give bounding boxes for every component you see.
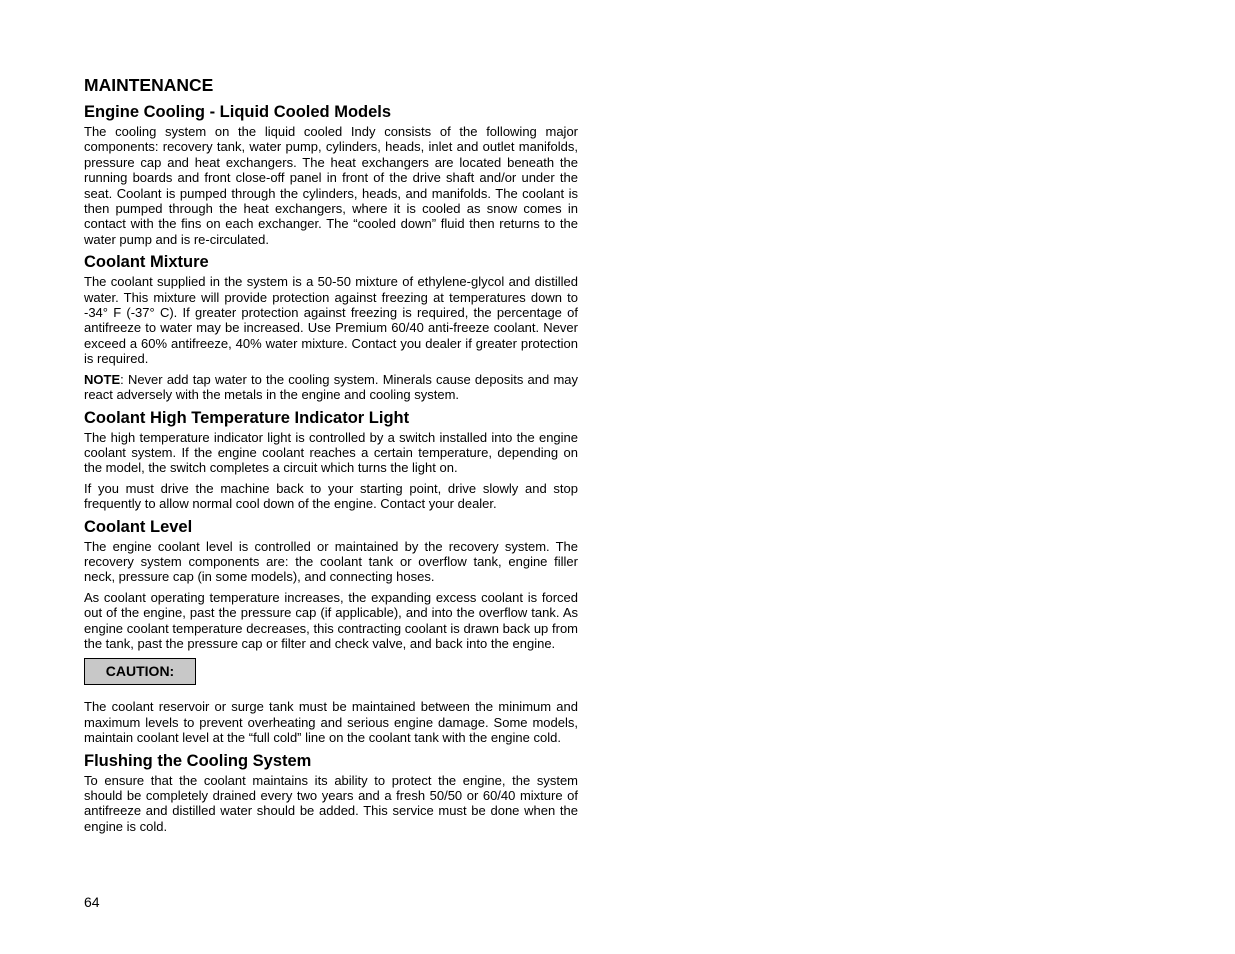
manual-page-column [84,74,578,839]
heading-coolant-level: Coolant Level [84,517,193,536]
paragraph-coolant-level-1: The engine coolant level is controlled or maintained by the recovery system. The recovery system components are: the coolant tank or overflow tank, engine filler neck, pressure cap (in some models), and connecting hoses. [84,538,578,585]
section-title: MAINTENANCE [84,75,214,95]
paragraph-coolant-mixture: The coolant supplied in the system is a 50-50 mixture of ethylene-glycol and distilled water. This mixture will provide protection against freezing at temperatures down to -34° F (-37° C). If greater protection against freezing is required, the percentage of antifreeze to water may be increased. Use Premium 60/40 anti-freeze coolant. Never exceed a 60% antifreeze, 40% water mixture. Contact you dealer if greater protection is required. [84,274,578,367]
caution-label-box: CAUTION: [84,658,196,685]
paragraph-coolant-level-2: As coolant operating temperature increases, the expanding excess coolant is forced out of the engine, past the pressure cap (if applicable), and into the overflow tank. As engine coolant temperature decreases, this contracting coolant is drawn back up from the tank, past the pressure cap or filter and check valve, and back into the engine. [84,589,578,651]
heading-high-temp-light: Coolant High Temperature Indicator Light [84,408,410,427]
heading-coolant-mixture: Coolant Mixture [84,253,209,272]
note-label: NOTE [84,371,121,387]
heading-flushing: Flushing the Cooling System [84,751,312,770]
paragraph-caution: The coolant reservoir or surge tank must be maintained between the minimum and maximum levels to prevent overheating and serious engine damage. Some models, maintain coolant level at the “full cold” line on the coolant tank with the engine cold. [84,699,578,746]
paragraph-high-temp-light-2: If you must drive the machine back to your starting point, drive slowly and stop frequently to allow normal cool down of the engine. Contact your dealer. [84,480,578,512]
page-number: 64 [84,894,100,910]
heading-engine-cooling: Engine Cooling - Liquid Cooled Models [84,103,392,121]
paragraph-flushing: To ensure that the coolant maintains its ability to protect the engine, the system should be completely drained every two years and a fresh 50/50 or 60/40 mixture of antifreeze and distilled water should be added. This service must be done when the engine is cold. [84,772,578,834]
paragraph-engine-cooling: The cooling system on the liquid cooled Indy consists of the following major components: recovery tank, water pump, cylinders, heads, inlet and outlet manifolds, pressure cap and heat exchangers. The heat exchangers are located beneath the running boards and front close-off panel in front of the drive shaft and/or under the seat. Coolant is pumped through the cylinders, heads, and manifolds. The coolant is then pumped through the heat exchangers, where it is cooled as snow comes in contact with the fins on each exchanger. The “cooled down” fluid then returns to the water pump and is re-circulated. [84,124,578,247]
paragraph-high-temp-light-1: The high temperature indicator light is controlled by a switch installed into the engine coolant system. If the engine coolant reaches a certain temperature, depending on the model, the switch completes a circuit which turns the light on. [84,429,578,476]
note-paragraph [84,372,578,403]
note-text: : Never add tap water to the cooling system. Minerals cause deposits and may react adversely with the metals in the engine and cooling system. [84,371,578,403]
